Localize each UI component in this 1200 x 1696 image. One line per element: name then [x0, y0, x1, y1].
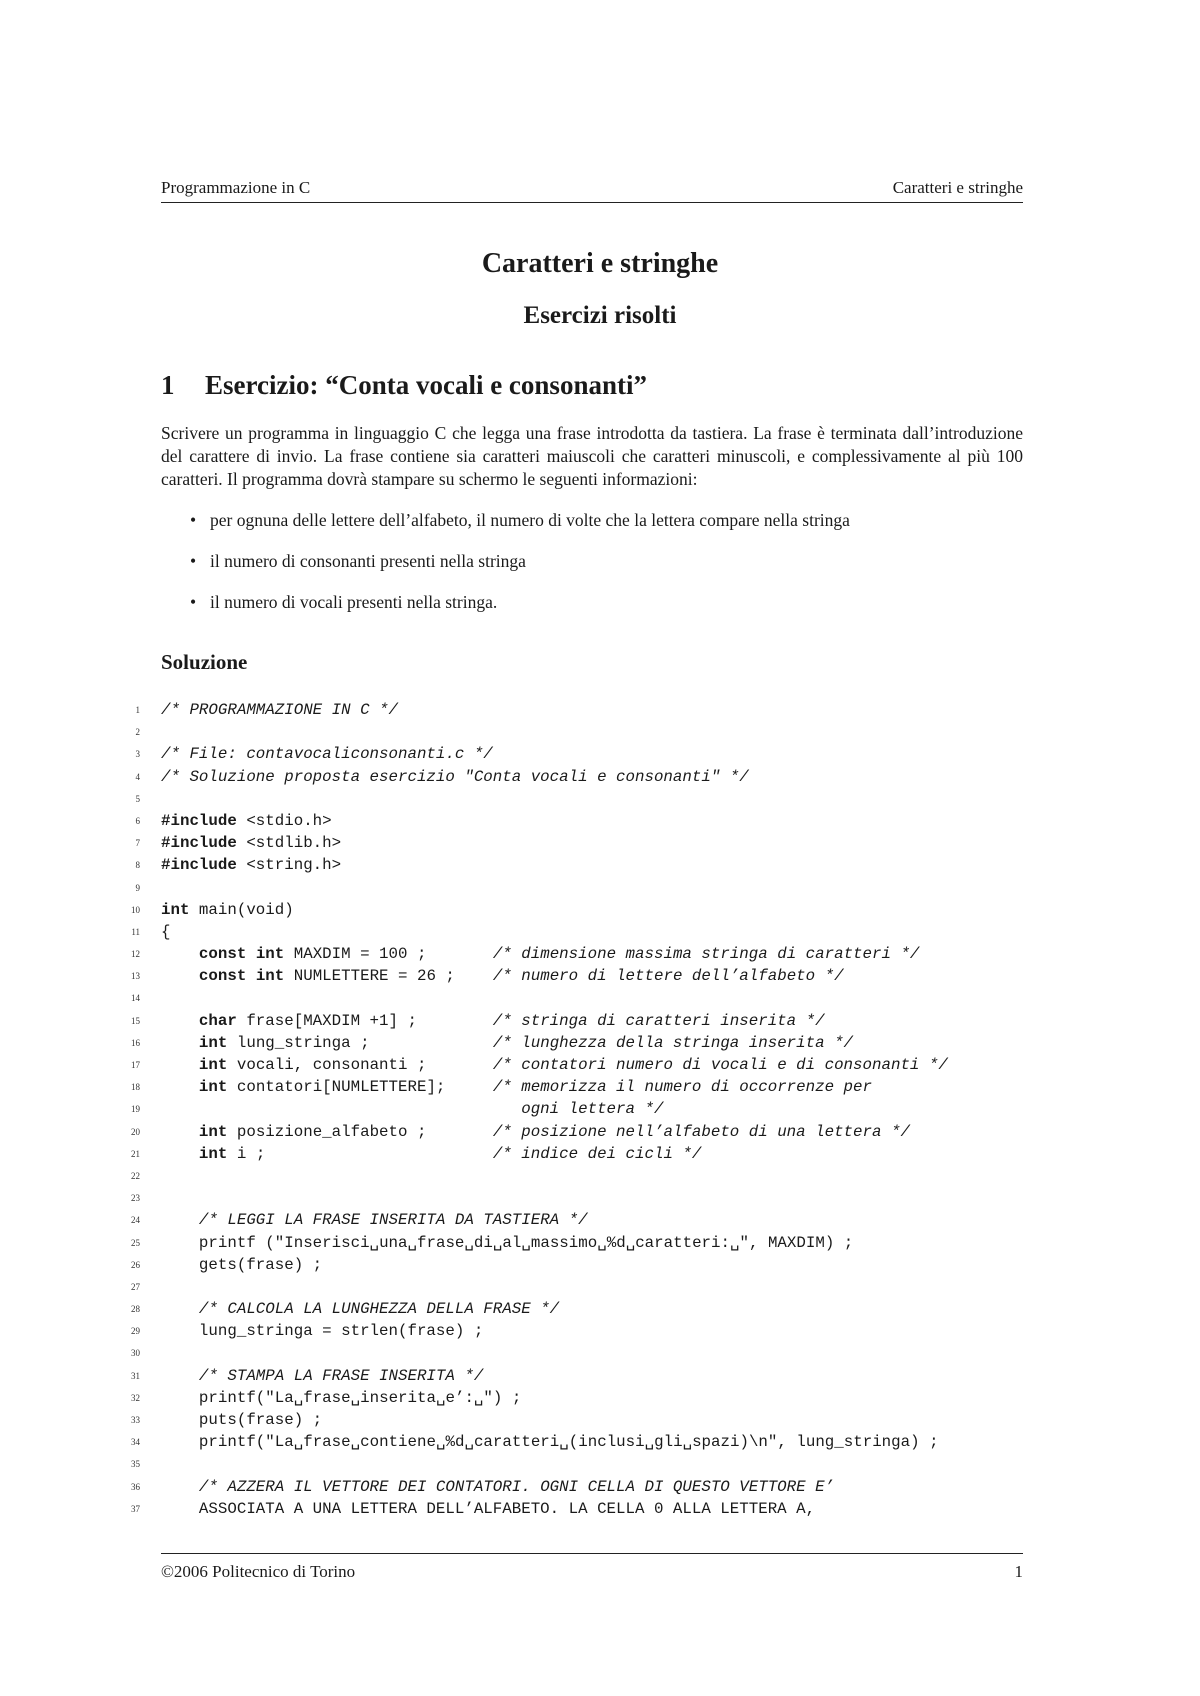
- line-number: 36: [131, 1481, 140, 1492]
- page-footer: [161, 1553, 1023, 1582]
- code-line: [0, 1320, 1200, 1342]
- code-line: [0, 899, 1200, 921]
- line-number: 6: [135, 815, 140, 826]
- code-line: [0, 1165, 1200, 1187]
- list-item: • il numero di consonanti presenti nella stringa: [190, 551, 1010, 592]
- code-text: /* STAMPA LA FRASE INSERITA */: [198, 1366, 484, 1385]
- line-number: 13: [131, 971, 140, 982]
- line-number: 22: [131, 1170, 140, 1181]
- line-number: 23: [131, 1193, 140, 1204]
- copyright: ©2006 Politecnico di Torino: [161, 1562, 356, 1581]
- code-text: printf("La␣frase␣contiene␣%d␣caratteri␣(inclusi␣gli␣spazi)\n", lung_stringa) ;: [161, 1433, 939, 1452]
- code-line: [0, 699, 1200, 721]
- code-line: [0, 943, 1200, 965]
- code-text: int posizione_alfabeto ; /* posizione nell’alfabeto di una lettera */: [198, 1122, 910, 1141]
- line-number: 20: [131, 1126, 140, 1137]
- code-line: [0, 788, 1200, 810]
- code-line: [0, 1453, 1200, 1475]
- document-subtitle: Esercizi risolti: [523, 302, 677, 329]
- header-course: Programmazione in C: [161, 178, 311, 197]
- code-text: ogni lettera */: [161, 1100, 664, 1119]
- code-text: /* AZZERA IL VETTORE DEI CONTATORI. OGNI CELLA DI QUESTO VETTORE E’: [198, 1477, 835, 1496]
- code-line: [0, 810, 1200, 832]
- code-text: #include <stdio.h>: [161, 811, 332, 830]
- line-number: 30: [131, 1348, 140, 1359]
- code-line: [0, 743, 1200, 765]
- line-number: 18: [131, 1082, 140, 1093]
- line-number: 2: [135, 727, 140, 738]
- line-number: 31: [131, 1370, 140, 1381]
- line-number: 27: [131, 1281, 140, 1292]
- code-line: [0, 921, 1200, 943]
- code-text: /* PROGRAMMAZIONE IN C */: [161, 701, 398, 719]
- code-text: /* CALCOLA LA LUNGHEZZA DELLA FRASE */: [198, 1300, 560, 1319]
- code-line: [0, 1365, 1200, 1387]
- line-number: 15: [131, 1015, 140, 1026]
- line-number: 34: [131, 1437, 140, 1448]
- code-text: {: [161, 922, 171, 941]
- code-line: [0, 1276, 1200, 1298]
- code-line: [0, 1476, 1200, 1498]
- code-line: [0, 965, 1200, 987]
- code-text: printf("La␣frase␣inserita␣e’:␣") ;: [161, 1388, 522, 1407]
- line-number: 28: [131, 1304, 140, 1315]
- code-line: [0, 1076, 1200, 1098]
- line-number: 3: [135, 749, 140, 760]
- line-number: 33: [131, 1415, 140, 1425]
- list-item: • il numero di vocali presenti nella stringa.: [190, 592, 1010, 633]
- code-line: [0, 1098, 1200, 1120]
- line-number: 7: [135, 838, 140, 849]
- line-number: 35: [131, 1459, 140, 1470]
- code-text: #include <string.h>: [161, 856, 342, 875]
- code-line: [0, 877, 1200, 899]
- code-listing: [0, 699, 1200, 1520]
- code-text: lung_stringa = strlen(frase) ;: [161, 1322, 484, 1341]
- code-line: [0, 1010, 1200, 1032]
- line-number: 1: [135, 705, 140, 715]
- line-number: 11: [131, 926, 140, 937]
- code-line: [0, 832, 1200, 854]
- code-text: ASSOCIATA A UNA LETTERA DELL’ALFABETO. LA CELLA 0 ALLA LETTERA A,: [161, 1499, 816, 1518]
- line-number: 19: [131, 1104, 140, 1115]
- line-number: 4: [135, 771, 140, 782]
- code-line: [0, 1121, 1200, 1143]
- code-line: [0, 721, 1200, 743]
- code-line: [0, 1342, 1200, 1364]
- line-number: 8: [135, 860, 140, 871]
- section-title: Esercizio: “Conta vocali e consonanti”: [205, 370, 647, 400]
- code-line: [0, 766, 1200, 788]
- code-text: /* LEGGI LA FRASE INSERITA DA TASTIERA */: [198, 1211, 588, 1230]
- line-number: 10: [131, 904, 140, 915]
- line-number: 32: [131, 1392, 140, 1403]
- code-line: [0, 1209, 1200, 1231]
- code-text: int i ; /* indice dei cicli */: [198, 1144, 702, 1163]
- code-line: [0, 1431, 1200, 1453]
- code-line: [0, 987, 1200, 1009]
- code-text: const int MAXDIM = 100 ; /* dimensione massima stringa di caratteri */: [198, 945, 920, 964]
- code-text: int vocali, consonanti ; /* contatori numero di vocali e di consonanti */: [198, 1056, 948, 1074]
- solution-heading: Soluzione: [161, 650, 248, 674]
- code-text: gets(frase) ;: [161, 1255, 323, 1274]
- code-line: [0, 854, 1200, 876]
- line-number: 9: [135, 882, 140, 893]
- code-line: [0, 1254, 1200, 1276]
- code-text: puts(frase) ;: [161, 1411, 323, 1429]
- line-number: 17: [131, 1060, 140, 1070]
- code-text: /* Soluzione proposta esercizio "Conta vocali e consonanti" */: [161, 767, 749, 786]
- header-chapter: Caratteri e stringhe: [892, 178, 1023, 197]
- exercise-text: Scrivere un programma in linguaggio C che legga una frase introdotta da tastiera. La frase è terminata dall’introduzione del carattere di invio. La frase contiene sia caratteri maiuscoli che caratteri minuscoli, e complessivamente al più 100 caratteri. Il programma dovrà stampare su schermo le seguenti informazioni:: [161, 423, 1023, 489]
- requirements-list: [190, 510, 1010, 633]
- code-line: [0, 1409, 1200, 1431]
- code-line: [0, 1143, 1200, 1165]
- code-text: const int NUMLETTERE = 26 ; /* numero di lettere dell’alfabeto */: [198, 967, 844, 986]
- code-text: char frase[MAXDIM +1] ; /* stringa di caratteri inserita */: [198, 1011, 825, 1030]
- line-number: 37: [131, 1503, 140, 1514]
- page-number: 1: [1014, 1562, 1023, 1581]
- line-number: 14: [131, 993, 140, 1004]
- code-line: [0, 1032, 1200, 1054]
- code-line: [0, 1387, 1200, 1409]
- code-text: int main(void): [161, 900, 294, 919]
- line-number: 12: [131, 949, 140, 960]
- line-number: 5: [135, 793, 140, 804]
- code-text: /* File: contavocaliconsonanti.c */: [161, 745, 493, 764]
- code-text: #include <stdlib.h>: [161, 834, 342, 853]
- running-header: [161, 178, 1023, 203]
- line-number: 21: [131, 1148, 140, 1159]
- line-number: 25: [131, 1237, 140, 1248]
- section-number: 1: [161, 370, 175, 400]
- line-number: 29: [131, 1326, 140, 1337]
- code-line: [0, 1498, 1200, 1520]
- line-number: 26: [131, 1259, 140, 1270]
- line-number: 16: [131, 1037, 140, 1048]
- code-line: [0, 1298, 1200, 1320]
- code-line: [0, 1232, 1200, 1254]
- code-text: printf ("Inserisci␣una␣frase␣di␣al␣massimo␣%d␣caratteri:␣", MAXDIM) ;: [161, 1233, 854, 1252]
- list-item: • per ognuna delle lettere dell’alfabeto, il numero di volte che la lettera compare nella stringa: [190, 510, 1010, 551]
- code-line: [0, 1187, 1200, 1209]
- line-number: 24: [131, 1215, 140, 1226]
- code-text: int contatori[NUMLETTERE]; /* memorizza il numero di occorrenze per: [198, 1078, 872, 1097]
- document-title: Caratteri e stringhe: [481, 248, 719, 279]
- section-heading: [161, 370, 647, 401]
- code-line: [0, 1054, 1200, 1076]
- code-text: int lung_stringa ; /* lunghezza della stringa inserita */: [198, 1033, 854, 1052]
